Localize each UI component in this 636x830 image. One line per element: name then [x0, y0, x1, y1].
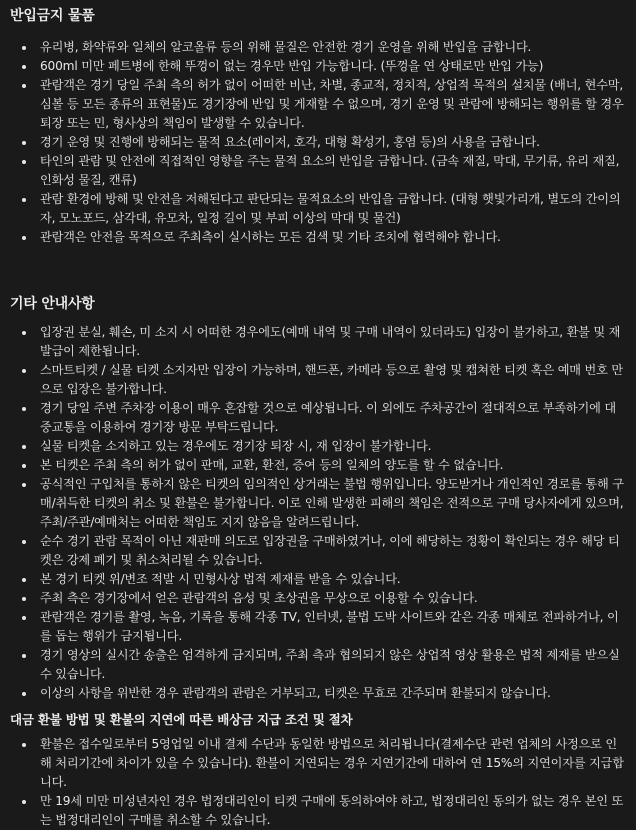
list-item: 600ml 미만 페트병에 한해 뚜껑이 없는 경우만 반입 가능합니다. (뚜껑을 연 상태로만 반입 가능) — [34, 57, 624, 76]
list-item: 관람객은 경기 당일 주최 측의 허가 없이 어떠한 비난, 차별, 종교적, 정치적, 상업적 목적의 설치물 (배너, 현수막, 심볼 등 모든 종류의 표현물)도 경기장에 반입 및 게재할 수 없으며, 경기 운영 및 관람에 방해되는 행위를 할 경우 퇴장 또는 민, 형사상의 책임이 발생할 수 있습니다. — [34, 76, 624, 133]
other-info-list — [10, 323, 624, 703]
list-item: 실물 티켓을 소지하고 있는 경우에도 경기장 퇴장 시, 재 입장이 불가합니다. — [34, 437, 624, 456]
prohibited-items-list — [10, 38, 624, 247]
list-item: 만 19세 미만 미성년자인 경우 법정대리인이 티켓 구매에 동의하여야 하고, 법정대리인 동의가 없는 경우 본인 또는 법정대리인이 구매를 취소할 수 있습니다. — [34, 792, 624, 830]
list-item: 유리병, 화약류와 일체의 알코올류 등의 위해 물질은 안전한 경기 운영을 위해 반입을 금합니다. — [34, 38, 624, 57]
list-item: 환불은 접수일로부터 5영업일 이내 결제 수단과 동일한 방법으로 처리됩니다(결제수단 관련 업체의 사정으로 인해 처리기간에 차이가 있을 수 있습니다). 환불이 지연되는 경우 지연기간에 대하여 연 15%의 지연이자를 지급합니다. — [34, 735, 624, 792]
list-item: 경기 영상의 실시간 송출은 엄격하게 금지되며, 주최 측과 협의되지 않은 상업적 영상 활용은 법적 제재를 받으실 수 있습니다. — [34, 646, 624, 684]
list-item: 입장권 분실, 훼손, 미 소지 시 어떠한 경우에도(예매 내역 및 구매 내역이 있더라도) 입장이 불가하고, 환불 및 재발급이 제한됩니다. — [34, 323, 624, 361]
list-item: 관람객은 경기를 촬영, 녹음, 기록을 통해 각종 TV, 인터넷, 불법 도박 사이트와 같은 각종 매체로 전파하거나, 이를 돕는 행위가 금지됩니다. — [34, 608, 624, 646]
refund-list — [10, 735, 624, 830]
section-title-prohibited-items: 반입금지 물품 — [10, 8, 95, 24]
section-title-refund: 대금 환불 방법 및 환불의 지연에 따른 배상금 지급 조건 및 절차 — [10, 712, 353, 727]
section-title-other-info: 기타 안내사항 — [10, 296, 95, 312]
list-item: 관람객은 안전을 목적으로 주최측이 실시하는 모든 검색 및 기타 조치에 협력해야 합니다. — [34, 228, 624, 247]
list-item: 이상의 사항을 위반한 경우 관람객의 관람은 거부되고, 티켓은 무효로 간주되며 환불되지 않습니다. — [34, 684, 624, 703]
list-item: 순수 경기 관람 목적이 아닌 재판매 의도로 입장권을 구매하였거나, 이에 해당하는 정황이 확인되는 경우 해당 티켓은 강제 폐기 및 취소처리될 수 있습니다. — [34, 532, 624, 570]
list-item: 관람 환경에 방해 및 안전을 저해된다고 판단되는 물적요소의 반입을 금합니다. (대형 햇빛가리개, 별도의 간이의자, 모노포드, 삼각대, 유모차, 일정 길이 및 부피 이상의 막대 및 물건) — [34, 190, 624, 228]
list-item: 본 티켓은 주최 측의 허가 없이 판매, 교환, 환전, 증여 등의 일체의 양도를 할 수 없습니다. — [34, 456, 624, 475]
list-item: 경기 당일 주변 주차장 이용이 매우 혼잡할 것으로 예상됩니다. 이 외에도 주차공간이 절대적으로 부족하기에 대중교통을 이용하여 경기장 방문 부탁드립니다. — [34, 399, 624, 437]
list-item: 경기 운영 및 진행에 방해되는 물적 요소(레이저, 호각, 대형 확성기, 홍염 등)의 사용을 금합니다. — [34, 133, 624, 152]
list-item: 주최 측은 경기장에서 얻은 관람객의 음성 및 초상권을 무상으로 이용할 수 있습니다. — [34, 589, 624, 608]
list-item: 스마트티켓 / 실물 티켓 소지자만 입장이 가능하며, 핸드폰, 카메라 등으로 촬영 및 캡쳐한 티켓 혹은 예매 번호 만으로 입장은 불가합니다. — [34, 361, 624, 399]
list-item: 타인의 관람 및 안전에 직접적인 영향을 주는 물적 요소의 반입을 금합니다. (금속 재질, 막대, 무기류, 유리 재질, 인화성 물질, 캔류) — [34, 152, 624, 190]
list-item: 공식적인 구입처를 통하지 않은 티켓의 임의적인 상거래는 불법 행위입니다. 양도받거나 개인적인 경로를 통해 구매/취득한 티켓의 취소 및 환불은 불가합니다. 이로 인해 발생한 피해의 책임은 전적으로 구매 당사자에게 있으며, 주최/주관/예매처는 어떠한 책임도 지지 않음을 알려드립니다. — [34, 475, 624, 532]
list-item: 본 경기 티켓 위/변조 적발 시 민형사상 법적 제재를 받을 수 있습니다. — [34, 570, 624, 589]
